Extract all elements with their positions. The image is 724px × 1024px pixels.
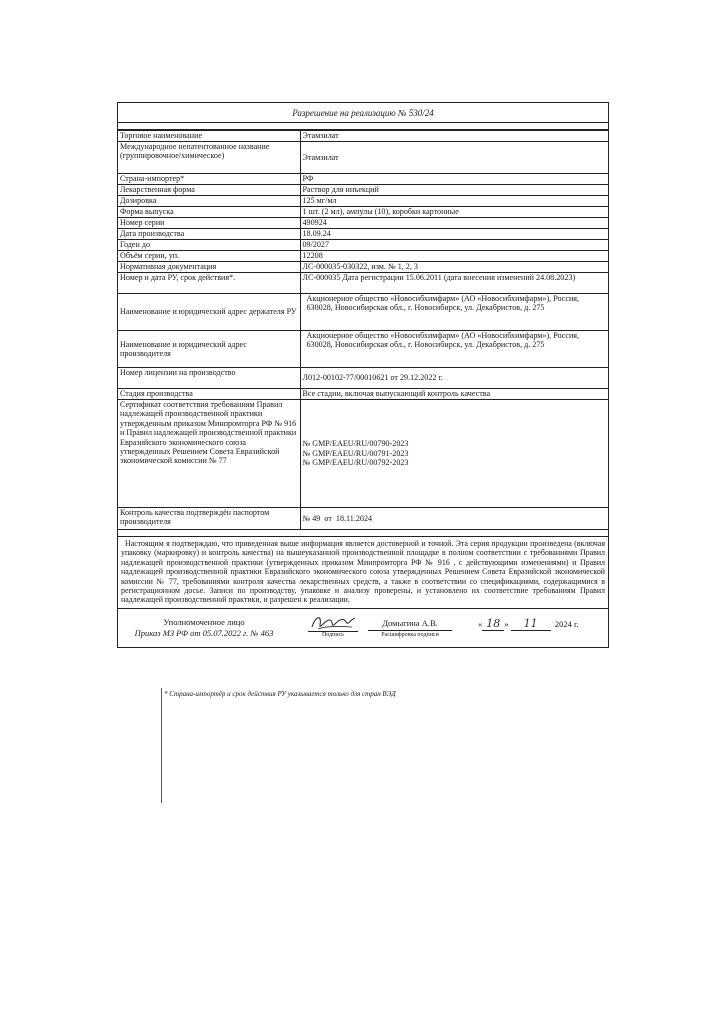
row-value: № 49 от 18.11.2024 bbox=[300, 508, 608, 530]
row-value: Этамзилат bbox=[300, 131, 608, 142]
row-label: Торговое наименование bbox=[118, 131, 300, 142]
table-row bbox=[118, 185, 608, 196]
permit-title: Разрешение на реализацию № 530/24 bbox=[118, 103, 608, 123]
table-row bbox=[118, 294, 608, 331]
table-row bbox=[118, 142, 608, 174]
product-info-table bbox=[118, 130, 608, 530]
table-row bbox=[118, 131, 608, 142]
row-label: Лекарственная форма bbox=[118, 185, 300, 196]
row-label: Нормативная документация bbox=[118, 262, 300, 273]
row-label: Стадия производства bbox=[118, 389, 300, 400]
row-value: РФ bbox=[300, 174, 608, 185]
row-label: Наименование и юридический адрес производителя bbox=[118, 331, 300, 368]
table-row bbox=[118, 389, 608, 400]
row-value: ЛС-000035 Дата регистрации 15.06.2011 (дата внесения изменений 24.08.2023) bbox=[300, 273, 608, 294]
margin-line bbox=[161, 688, 162, 803]
row-value: Акционерное общество «Новосибхимфарм» (АО «Новосибхимфарм»), Россия, 630028, Новосибирская обл., г. Новосибирск, ул. Декабристов, д. 275 bbox=[300, 331, 608, 368]
table-row bbox=[118, 207, 608, 218]
row-value: Все стадии, включая выпускающий контроль качества bbox=[300, 389, 608, 400]
release-permit bbox=[117, 102, 609, 648]
table-row bbox=[118, 331, 608, 368]
row-label: Международное непатентованное название (группировочное/химическое) bbox=[118, 142, 300, 174]
signature-caption: Подпись bbox=[321, 631, 345, 638]
row-value: ЛС-000035-030322, изм. № 1, 2, 3 bbox=[300, 262, 608, 273]
table-row bbox=[118, 400, 608, 508]
signature-date: « 18 » 11 2024 г. bbox=[478, 616, 579, 630]
row-value: Л012-00102-77/00010621 от 29.12.2022 г. bbox=[300, 368, 608, 389]
row-value: 09/2027 bbox=[300, 240, 608, 251]
row-label: Дозировка bbox=[118, 196, 300, 207]
row-value: 490924 bbox=[300, 218, 608, 229]
authorized-person-order: Приказ МЗ РФ от 05.07.2022 г. № 463 bbox=[134, 627, 274, 638]
row-value: 18.09.24 bbox=[300, 229, 608, 240]
table-row bbox=[118, 218, 608, 229]
row-label: Годен до bbox=[118, 240, 300, 251]
row-value: № GMP/EAEU/RU/00790-2023 № GMP/EAEU/RU/00791-2023 № GMP/EAEU/RU/00792-2023 bbox=[300, 400, 608, 508]
date-day: 18 bbox=[482, 617, 504, 631]
table-row bbox=[118, 240, 608, 251]
declaration-text: Настоящим я подтверждаю, что приведенная выше информация является достоверной и точной. Эта серия продукции произведена (включая упаковку (маркировку) и контроль качества) на вышеуказанной производственной площадке в полном соответствии с требованиями Правил надлежащей производственной практики (утвержденных приказом Минпромторга РФ № 916 , с действующими изменениями) и Правил надлежащей производственной практики Евразийского экономического союза утвержденных Решением Совета Евразийской экономической комиссии № 77, требованиями контроля качества лекарственных средств, а также в соответствии со спецификациями, содержащимися в регистрационном досье. Записи по производству, упаковке и анализу проверены, и установлено их соответствие требованиям Правил надлежащей производственной практики, и разрешен к реализации. bbox=[118, 537, 608, 609]
table-row bbox=[118, 262, 608, 273]
row-label: Сертификат соответствия требованиям Правил надлежащей производственной практики утвержденным приказом Минпромторга РФ № 916 и Правил надлежащей производственной практики Евразийского экономического союза утвержденных Решением Совета Евразийской экономической комиссии № 77 bbox=[118, 400, 300, 508]
table-row bbox=[118, 251, 608, 262]
signer-name-caption: Расшифровка подписи bbox=[381, 631, 439, 638]
signature-block bbox=[118, 609, 608, 647]
table-row bbox=[118, 273, 608, 294]
authorized-person-title: Уполномоченное лицо bbox=[163, 616, 245, 627]
row-label: Контроль качества подтверждён паспортом производителя bbox=[118, 508, 300, 530]
table-row bbox=[118, 174, 608, 185]
row-value: Акционерное общество «Новосибхимфарм» (АО «Новосибхимфарм»), Россия, 630028, Новосибирская обл., г. Новосибирск, ул. Декабристов, д. 275 bbox=[300, 294, 608, 331]
row-label: Страна-импортер* bbox=[118, 174, 300, 185]
row-value: 1 шт. (2 мл), ампулы (10), коробки картонные bbox=[300, 207, 608, 218]
row-label: Дата производства bbox=[118, 229, 300, 240]
handwritten-signature bbox=[308, 611, 358, 633]
row-label: Наименование и юридический адрес держателя РУ bbox=[118, 294, 300, 331]
row-value: Этамзилат bbox=[300, 142, 608, 174]
row-label: Форма выпуска bbox=[118, 207, 300, 218]
table-row bbox=[118, 196, 608, 207]
row-label: Номер лицензии на производство bbox=[118, 368, 300, 389]
table-row bbox=[118, 229, 608, 240]
date-month: 11 bbox=[511, 617, 551, 631]
row-value: Раствор для инъекций bbox=[300, 185, 608, 196]
signer-name: Домыгина А.В. bbox=[382, 617, 438, 628]
footnote: * Страна-импортёр и срок действия РУ указывается только для стран ВЭД bbox=[164, 690, 396, 698]
row-value: 125 мг/мл bbox=[300, 196, 608, 207]
date-year: 2024 г. bbox=[554, 618, 579, 629]
table-row bbox=[118, 508, 608, 530]
row-label: Номер и дата РУ, срок действия*. bbox=[118, 273, 300, 294]
table-row bbox=[118, 368, 608, 389]
row-label: Номер серии bbox=[118, 218, 300, 229]
row-value: 12208 bbox=[300, 251, 608, 262]
row-label: Объём серии, уп. bbox=[118, 251, 300, 262]
